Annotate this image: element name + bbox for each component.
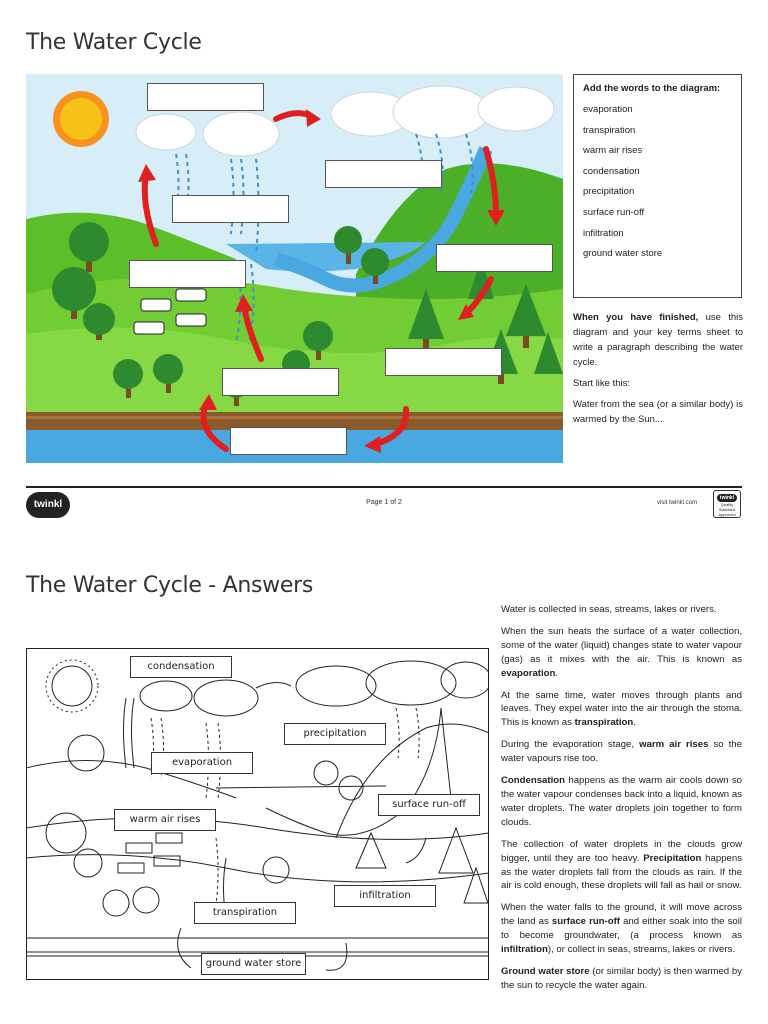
badge-text: Quality Standard Approved bbox=[718, 502, 736, 517]
answer-paragraph bbox=[501, 738, 742, 766]
instruction-bold: When you have finished, bbox=[573, 312, 699, 323]
answer-paragraph bbox=[501, 774, 742, 830]
label-precipitation: precipitation bbox=[284, 723, 386, 745]
answer-blank[interactable] bbox=[230, 427, 347, 455]
key-terms-heading: Add the words to the diagram: bbox=[583, 83, 721, 94]
label-evaporation: evaporation bbox=[151, 752, 253, 774]
sun-icon bbox=[53, 91, 109, 147]
answer-blank[interactable] bbox=[325, 160, 442, 188]
key-term-bold: warm air rises bbox=[639, 739, 709, 751]
answer-text: When the sun heats the surface of a water collection, some of the water (liquid) changes state to water vapour (gas) as it mixes with the air. This is known as bbox=[501, 625, 742, 665]
answer-blank[interactable] bbox=[385, 348, 502, 376]
key-term: precipitation bbox=[583, 186, 635, 198]
answer-paragraph bbox=[501, 901, 742, 957]
key-term: evaporation bbox=[583, 104, 633, 115]
answer-blank[interactable] bbox=[172, 195, 289, 223]
answer-text: Water is collected in seas, streams, lakes or rivers. bbox=[501, 604, 717, 615]
key-term-bold: transpiration bbox=[574, 717, 634, 729]
answer-paragraph bbox=[501, 965, 742, 993]
instruction-paragraph bbox=[573, 310, 743, 370]
key-term: surface run-off bbox=[583, 206, 645, 218]
answer-blank[interactable] bbox=[222, 368, 339, 396]
label-condensation: condensation bbox=[130, 656, 232, 678]
key-term-bold: Precipitation bbox=[643, 852, 702, 864]
label-ground-water-store: ground water store bbox=[201, 953, 306, 975]
key-term-bold: Ground water store bbox=[501, 965, 590, 977]
answer-text: When the water falls to the ground, it will move across the land as bbox=[501, 902, 742, 928]
answer-text: At the same time, water moves through plants and leaves. They expel water into the air through the stoma. This is known as bbox=[501, 689, 742, 729]
answer-paragraph bbox=[501, 603, 742, 617]
instruction-paragraph: Start like this: bbox=[573, 378, 631, 389]
answers-diagram bbox=[26, 648, 489, 980]
answer-text: happens as the water droplets fall from the clouds as rain. If the air is cold enough, these droplets will fall as hail or snow. bbox=[501, 852, 742, 892]
label-infiltration: infiltration bbox=[334, 885, 436, 907]
label-transpiration: transpiration bbox=[194, 902, 296, 924]
key-term: condensation bbox=[583, 165, 640, 177]
instructions bbox=[573, 310, 743, 433]
visit-link[interactable]: visit twinkl.com bbox=[657, 500, 698, 506]
answers-text bbox=[501, 603, 742, 1001]
answer-text: The collection of water droplets in the clouds grow bigger, until they are too heavy. bbox=[501, 838, 742, 864]
answer-blank[interactable] bbox=[436, 244, 553, 272]
answers-title: The Water Cycle - Answers bbox=[26, 573, 313, 598]
key-terms-box bbox=[573, 74, 742, 298]
key-term-bold: evaporation bbox=[501, 667, 556, 679]
answer-text: ), or collect in seas, streams, lakes or rivers. bbox=[547, 944, 736, 956]
answer-paragraph bbox=[501, 689, 742, 731]
water-cycle-diagram bbox=[26, 74, 563, 463]
key-term-bold: Condensation bbox=[501, 775, 565, 787]
answer-text: During the evaporation stage, bbox=[501, 739, 640, 751]
answer-paragraph bbox=[501, 838, 742, 894]
answer-blank[interactable] bbox=[147, 83, 264, 111]
twinkl-logo: twinkl bbox=[26, 492, 70, 518]
badge-logo: twinkl bbox=[717, 494, 737, 502]
key-term: warm air rises bbox=[583, 145, 643, 157]
answer-text: and either soak into the soil to become groundwater, (a process known as bbox=[501, 916, 742, 942]
instruction-paragraph: Water from the sea (or a similar body) is warmed by the Sun... bbox=[573, 399, 743, 425]
footer-divider bbox=[26, 486, 742, 488]
answer-paragraph bbox=[501, 625, 742, 681]
page-number: Page 1 of 2 bbox=[366, 499, 402, 506]
answer-text: happens as the warm air cools down so the water vapour condenses back into a liquid, known as water droplets. The water droplets join together to form clouds. bbox=[501, 775, 742, 828]
instruction-text: use this diagram and your key terms sheet to write a paragraph describing the water cycle. bbox=[573, 312, 744, 368]
key-term: transpiration bbox=[583, 124, 636, 136]
answer-text: (or similar body) is then warmed by the sun to recycle the water again. bbox=[501, 965, 742, 991]
page-title: The Water Cycle bbox=[26, 30, 202, 55]
answer-text: so the water vapours rise too. bbox=[501, 739, 742, 765]
answer-blank[interactable] bbox=[129, 260, 246, 288]
answer-text: . bbox=[555, 667, 559, 679]
key-term-bold: infiltration bbox=[501, 944, 548, 956]
answer-text: . bbox=[633, 717, 636, 729]
key-term: infiltration bbox=[583, 227, 624, 239]
quality-badge bbox=[713, 490, 741, 518]
key-term: ground water store bbox=[583, 248, 663, 260]
label-warm-air-rises: warm air rises bbox=[114, 809, 216, 831]
label-surface-run-off: surface run-off bbox=[378, 794, 480, 816]
key-term-bold: surface run-off bbox=[551, 916, 620, 928]
